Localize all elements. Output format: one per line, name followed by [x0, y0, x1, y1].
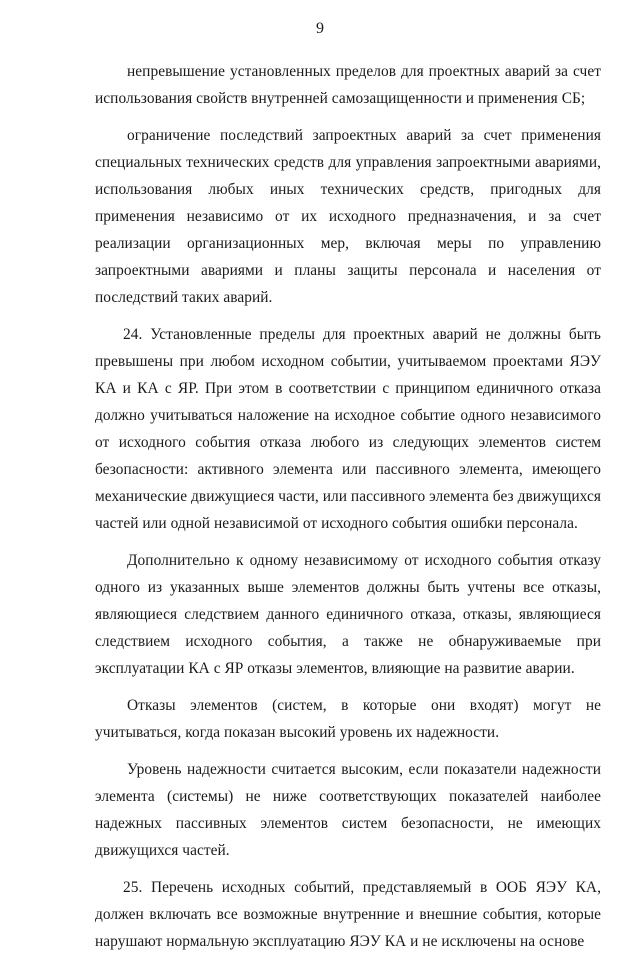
paragraph-4: Дополнительно к одному независимому от исходного события отказу одного из указанных выше элементов должны быть учтены все отказы, являющиеся следствием данного единичного отказа, отказы, являющиеся следствием исходного события, а также не обнаруживаемые при эксплуатации КА с ЯР отказы элементов, влияющие на развитие аварии. — [95, 552, 601, 677]
paragraph-3-item-24: 24. Установленные пределы для проектных аварий не должны быть превышены при любом исходном событии, учитываемом проектами ЯЭУ КА и КА с ЯР. При этом в соответствии с принципом единичного отказа должно учитываться наложение на исходное событие одного независимого от исходного события отказа любого из следующих элементов систем безопасности: активного элемента или пассивного элемента, имеющего механические движущиеся части, или пассивного элемента без движущихся частей или одной независимой от исходного события ошибки персонала. — [95, 326, 601, 532]
paragraph-5: Отказы элементов (систем, в которые они входят) могут не учитываться, когда показан высокий уровень их надежности. — [95, 697, 601, 741]
paragraph-2: ограничение последствий запроектных аварий за счет применения специальных технических средств для управления запроектными авариями, использования любых иных технических средств, пригодных для применения независимо от их исходного предназначения, и за счет реализации организационных мер, включая меры по управлению запроектными авариями и планы защиты персонала и населения от последствий таких аварий. — [95, 127, 601, 306]
paragraph-7-item-25: 25. Перечень исходных событий, представляемый в ООБ ЯЭУ КА, должен включать все возможные внутренние и внешние события, которые нарушают нормальную эксплуатацию ЯЭУ КА и не исключены на основе — [95, 879, 601, 950]
page-number: 9 — [316, 20, 324, 37]
paragraph-1: непревышение установленных пределов для проектных аварий за счет использования свойств внутренней самозащищенности и применения СБ; — [95, 63, 601, 107]
paragraph-6: Уровень надежности считается высоким, если показатели надежности элемента (системы) не ниже соответствующих показателей наиболее надежных пассивных элементов систем безопасности, не имеющих движущихся частей. — [95, 761, 601, 859]
document-body — [95, 58, 601, 965]
